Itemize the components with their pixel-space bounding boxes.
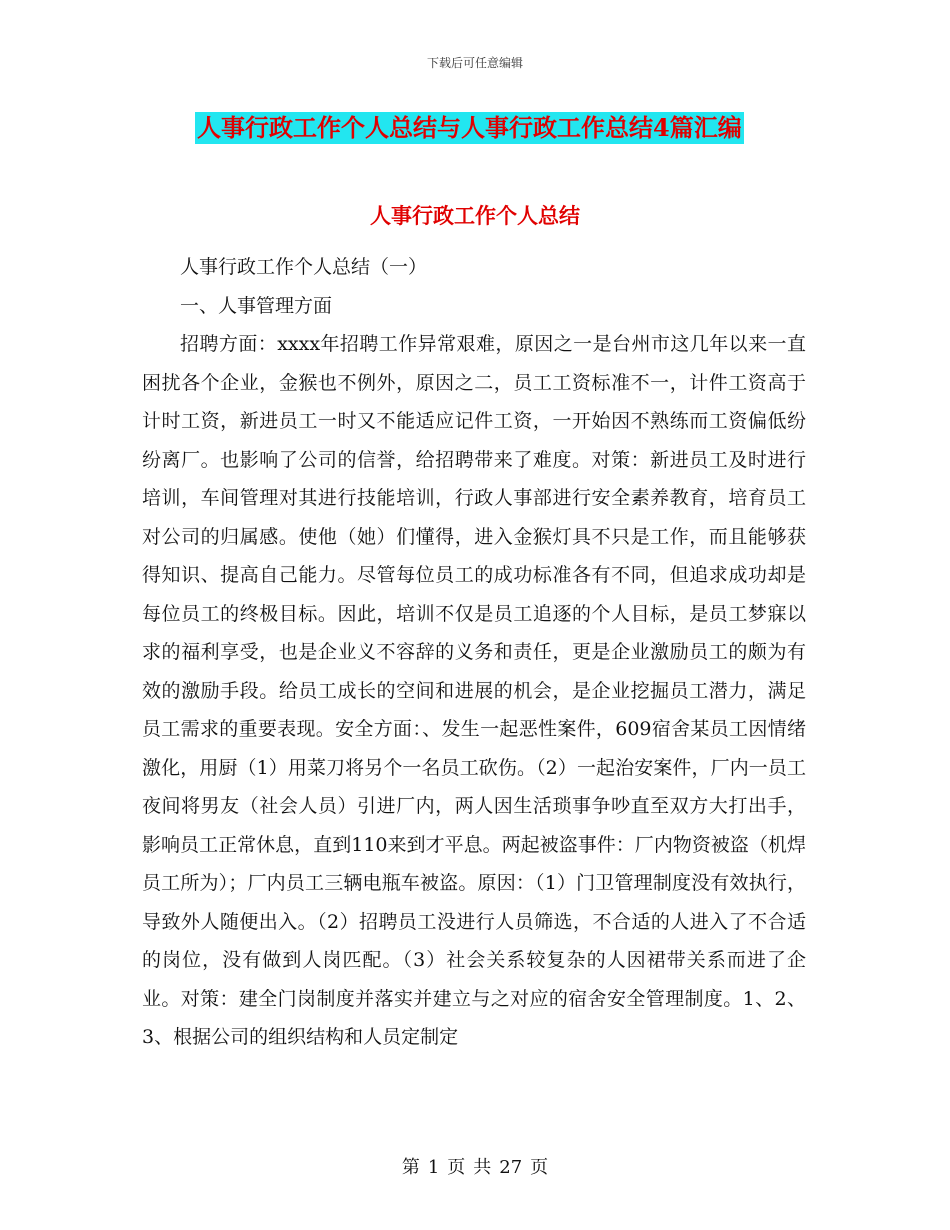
header-note: 下载后可任意编辑 bbox=[426, 56, 523, 70]
footer-total-prefix: 共 bbox=[473, 1157, 492, 1178]
paragraph-subheading: 一、人事管理方面 bbox=[180, 294, 333, 317]
page-number: 1 bbox=[427, 1157, 440, 1178]
footer-suffix: 页 bbox=[530, 1157, 549, 1178]
footer-page-word: 页 bbox=[447, 1157, 466, 1178]
paragraph-heading: 人事行政工作个人总结（一） bbox=[180, 256, 428, 278]
paragraph-body: 招聘方面：xxxx年招聘工作异常艰难，原因之一是台州市这几年以来一直困扰各个企业，金猴也不例外，原因之二，员工工资标准不一，计件工资高于计时工资，新进员工一时又不能适应记件工资，一开始因不熟练而工资偏低纷纷离厂。也影响了公司的信誉，给招聘带来了难度。对策：新进员工及时进行培训，车间管理对其进行技能培训，行政人事部进行安全素养教育，培育员工对公司的归属感。使他（她）们懂得，进入金猴灯具不只是工作，而且能够获得知识、提高自己能力。尽管每位员工的成功标准各有不同，但追求成功却是每位员工的终极目标。因此，培训不仅是员工追逐的个人目标，是员工梦寐以求的福利享受，也是企业义不容辞的义务和责任，更是企业激励员工的颇为有效的激励手段。给员工成长的空间和进展的机会，是企业挖掘员工潜力，满足员工需求的重要表现。安全方面：、发生一起恶性案件，609宿舍某员工因情绪激化，用厨（1）用菜刀将另个一名员工砍伤。（2）一起治安案件，厂内一员工夜间将男友（社会人员）引进厂内，两人因生活琐事争吵直至双方大打出手，影响员工正常休息，直到110来到才平息。两起被盗事件：厂内物资被盗（机焊员工所为）；厂内员工三辆电瓶车被盗。原因：（1）门卫管理制度没有效执行，导致外人随便出入。（2）招聘员工没进行人员筛选，不合适的人进入了不合适的岗位，没有做到人岗匹配。（3）社会关系较复杂的人因裙带关系而进了企业。对策：建全门岗制度并落实并建立与之对应的宿舍安全管理制度。1、2、3、根据公司的组织结构和人员定制定 bbox=[142, 333, 806, 1048]
section-title: 人事行政工作个人总结 bbox=[370, 203, 580, 228]
document-body bbox=[142, 248, 806, 1057]
total-pages: 27 bbox=[499, 1157, 523, 1178]
document-title: 人事行政工作个人总结与人事行政工作总结4篇汇编 bbox=[197, 113, 742, 142]
footer-prefix: 第 bbox=[401, 1157, 420, 1178]
page-footer bbox=[0, 1153, 950, 1179]
